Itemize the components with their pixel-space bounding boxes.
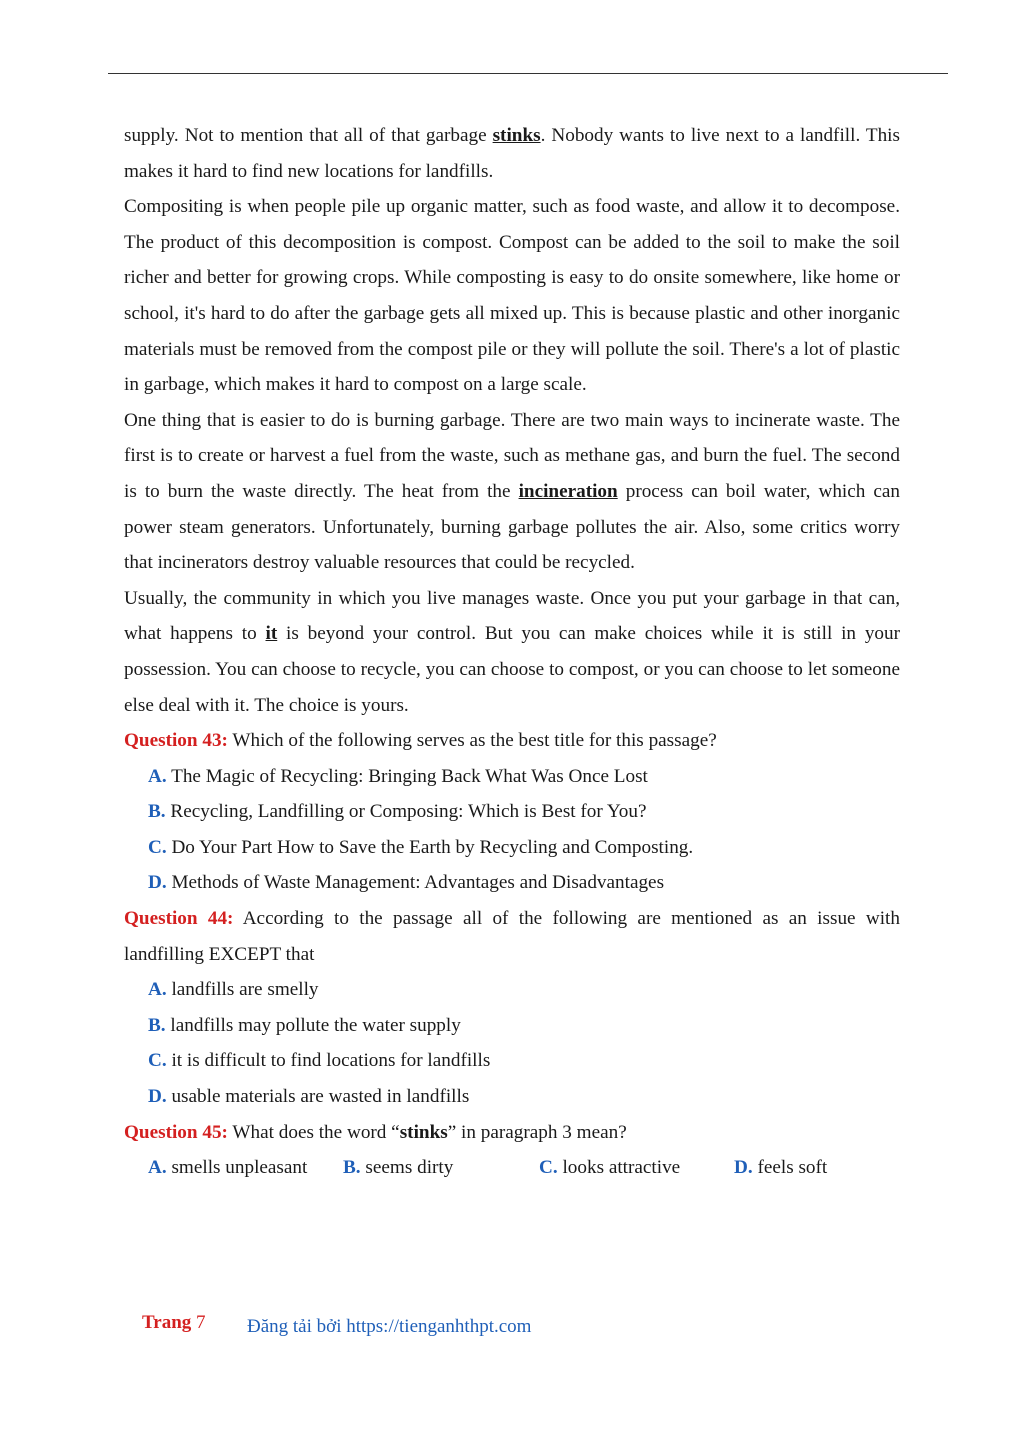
option-letter: A. <box>148 979 167 1001</box>
keyword-incineration: incineration <box>518 480 618 502</box>
question-45-label: Question 45: <box>124 1121 228 1143</box>
keyword-it: it <box>265 623 278 645</box>
p4-text-before: Usually, the community in which you live manages waste. Once you put your garbage in that can, what happens to <box>124 587 900 645</box>
paragraph-community <box>124 581 900 723</box>
option-letter: C. <box>539 1157 558 1179</box>
option-text: Do Your Part How to Save the Earth by Recycling and Composting. <box>166 836 694 858</box>
question-43-option-c[interactable] <box>124 830 900 866</box>
option-letter: A. <box>148 765 167 787</box>
footer-page-label: Trang <box>142 1312 192 1333</box>
option-letter: C. <box>148 1050 167 1072</box>
paragraph-incineration <box>124 403 900 581</box>
question-45-prompt <box>124 1115 900 1151</box>
option-text: it is difficult to find locations for landfills <box>166 1050 491 1072</box>
question-43-option-a[interactable] <box>124 759 900 795</box>
question-45-option-b[interactable] <box>343 1150 453 1186</box>
question-43 <box>124 723 900 901</box>
question-45-option-c[interactable] <box>539 1150 680 1186</box>
question-45-text-before: What does the word “ <box>227 1121 400 1143</box>
p3-text-before: One thing that is easier to do is burning garbage. There are two main ways to incinerate waste. The first is to create or harvest a fuel from the waste, such as methane gas, and burn the fuel. The second is to burn the waste directly. The heat from the <box>124 409 900 502</box>
question-44-option-c[interactable] <box>124 1043 900 1079</box>
question-43-option-b[interactable] <box>124 794 900 830</box>
header-rule <box>108 73 948 74</box>
question-45-keyword: stinks <box>399 1121 448 1143</box>
p1-text-after: . Nobody wants to live next to a landfill. This makes it hard to find new locations for landfills. <box>124 125 900 182</box>
question-44-option-b[interactable] <box>124 1008 900 1044</box>
option-letter: C. <box>148 836 167 858</box>
option-letter: B. <box>343 1157 361 1179</box>
option-letter: D. <box>734 1157 753 1179</box>
question-44 <box>124 901 900 1115</box>
p4-text-after: is beyond your control. But you can make choices while it is still in your possession. You can choose to recycle, you can choose to compost, or you can choose to let someone else deal with it. The choice is yours. <box>124 623 900 716</box>
question-44-option-d[interactable] <box>124 1079 900 1115</box>
option-text: The Magic of Recycling: Bringing Back What Was Once Lost <box>166 765 648 787</box>
page-footer <box>142 1312 532 1337</box>
option-text: Methods of Waste Management: Advantages and Disadvantages <box>166 872 665 894</box>
option-text: smells unpleasant <box>166 1157 308 1179</box>
option-text: looks attractive <box>557 1157 681 1179</box>
keyword-stinks: stinks <box>492 125 541 146</box>
footer-page-number: 7 <box>196 1312 206 1333</box>
option-text: feels soft <box>752 1157 828 1179</box>
question-43-label: Question 43: <box>124 730 228 752</box>
footer-upload-link[interactable]: Đăng tải bởi https://tienganhthpt.com <box>247 1316 532 1337</box>
option-text: landfills may pollute the water supply <box>165 1014 461 1036</box>
question-45-option-a[interactable] <box>148 1150 307 1186</box>
option-text: Recycling, Landfilling or Composing: Which is Best for You? <box>165 801 647 823</box>
option-letter: A. <box>148 1157 167 1179</box>
option-text: landfills are smelly <box>166 979 319 1001</box>
option-letter: B. <box>148 1014 166 1036</box>
question-45-text-after: ” in paragraph 3 mean? <box>447 1121 627 1143</box>
question-43-text: Which of the following serves as the best title for this passage? <box>227 730 717 752</box>
question-44-option-a[interactable] <box>124 972 900 1008</box>
p3-text-after: process can boil water, which can power steam generators. Unfortunately, burning garbage pollutes the air. Also, some critics worry that incinerators destroy valuable resources that could be recycled. <box>124 480 900 574</box>
question-45 <box>124 1115 900 1186</box>
paragraph-landfill-end <box>124 118 900 189</box>
p1-text-before: supply. Not to mention that all of that garbage <box>124 125 493 146</box>
paragraph-composting: Compositing is when people pile up organic matter, such as food waste, and allow it to decompose. The product of this decomposition is compost. Compost can be added to the soil to make the soil richer and better for growing crops. While composting is easy to do onsite somewhere, like home or school, it's hard to do after the garbage gets all mixed up. This is because plastic and other inorganic materials must be removed from the compost pile or they will pollute the soil. There's a lot of plastic in garbage, which makes it hard to compost on a large scale. <box>124 196 900 396</box>
document-body <box>124 118 900 1186</box>
question-43-option-d[interactable] <box>124 865 900 901</box>
option-letter: D. <box>148 1086 167 1108</box>
option-letter: D. <box>148 872 167 894</box>
option-letter: B. <box>148 801 166 823</box>
question-45-options <box>124 1150 900 1186</box>
question-43-prompt <box>124 723 900 759</box>
question-44-prompt <box>124 901 900 972</box>
question-44-text: According to the passage all of the following are mentioned as an issue with landfilling EXCEPT that <box>124 908 900 965</box>
option-text: usable materials are wasted in landfills <box>166 1086 470 1108</box>
question-45-option-d[interactable] <box>734 1150 827 1186</box>
question-44-label: Question 44: <box>124 908 234 930</box>
option-text: seems dirty <box>360 1157 454 1179</box>
